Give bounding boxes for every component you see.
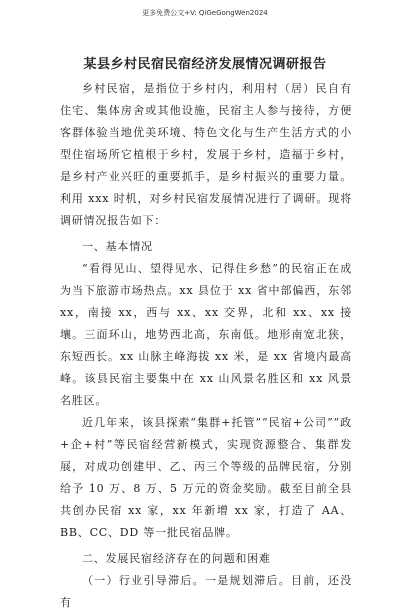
intro-paragraph: 乡村民宿，是指位于乡村内，利用村（居）民自有住宅、集体房舍或其他设施，民宿主人参与接待，方便客群体验当地优美环境、特色文化与生产生活方式的小型住宿场所它植根于乡村，发展于乡村，造福于乡村，是乡村产业兴旺的重要抓手，是乡村振兴的重要力量。利用 xxx 时机，对乡村民宿发展情况进行了调研。现将调研情况报告如下： <box>60 82 352 227</box>
document-body <box>60 78 352 614</box>
section-heading-problems: 二、发展民宿经济存在的问题和困难 <box>82 552 271 565</box>
document-title: 某县乡村民宿民宿经济发展情况调研报告 <box>83 57 327 72</box>
basic-situation-paragraph-2: 近几年来，该县探索“集群+托管”“民宿+公司”“政+企+村”等民宿经营新模式，实现资源整合、集群发展，对成功创建甲、乙、丙三个等级的品牌民宿，分别给予 10 万、8 万、5 万元的资金奖励。截至目前全县共创办民宿 xx 家，xx 年新增 xx 家，打造了 AA、BB、CC、DD 等一批民宿品牌。 <box>60 416 352 539</box>
section-heading-basic-situation: 一、基本情况 <box>82 240 153 253</box>
problems-paragraph-1: （一）行业引导滞后。一是规划滞后。目前，还没有 <box>60 574 352 609</box>
watermark-text: 更多免费公文+V: QiGeGongWen2024 <box>142 9 268 17</box>
basic-situation-paragraph-1: “看得见山、望得见水、记得住乡愁”的民宿正在成为当下旅游市场热点。xx 县位于 xx 省中部偏西，东邻 xx，南接 xx，西与 xx、xx 交界，北和 xx、xx 接壤。三面环山，地势西北高，东南低。地形南宽北狭，东短西长。xx 山脉主峰海拔 xx 米，是 xx 省境内最高峰。该县民宿主要集中在 xx 山风景名胜区和 xx 风景名胜区。 <box>60 262 352 407</box>
